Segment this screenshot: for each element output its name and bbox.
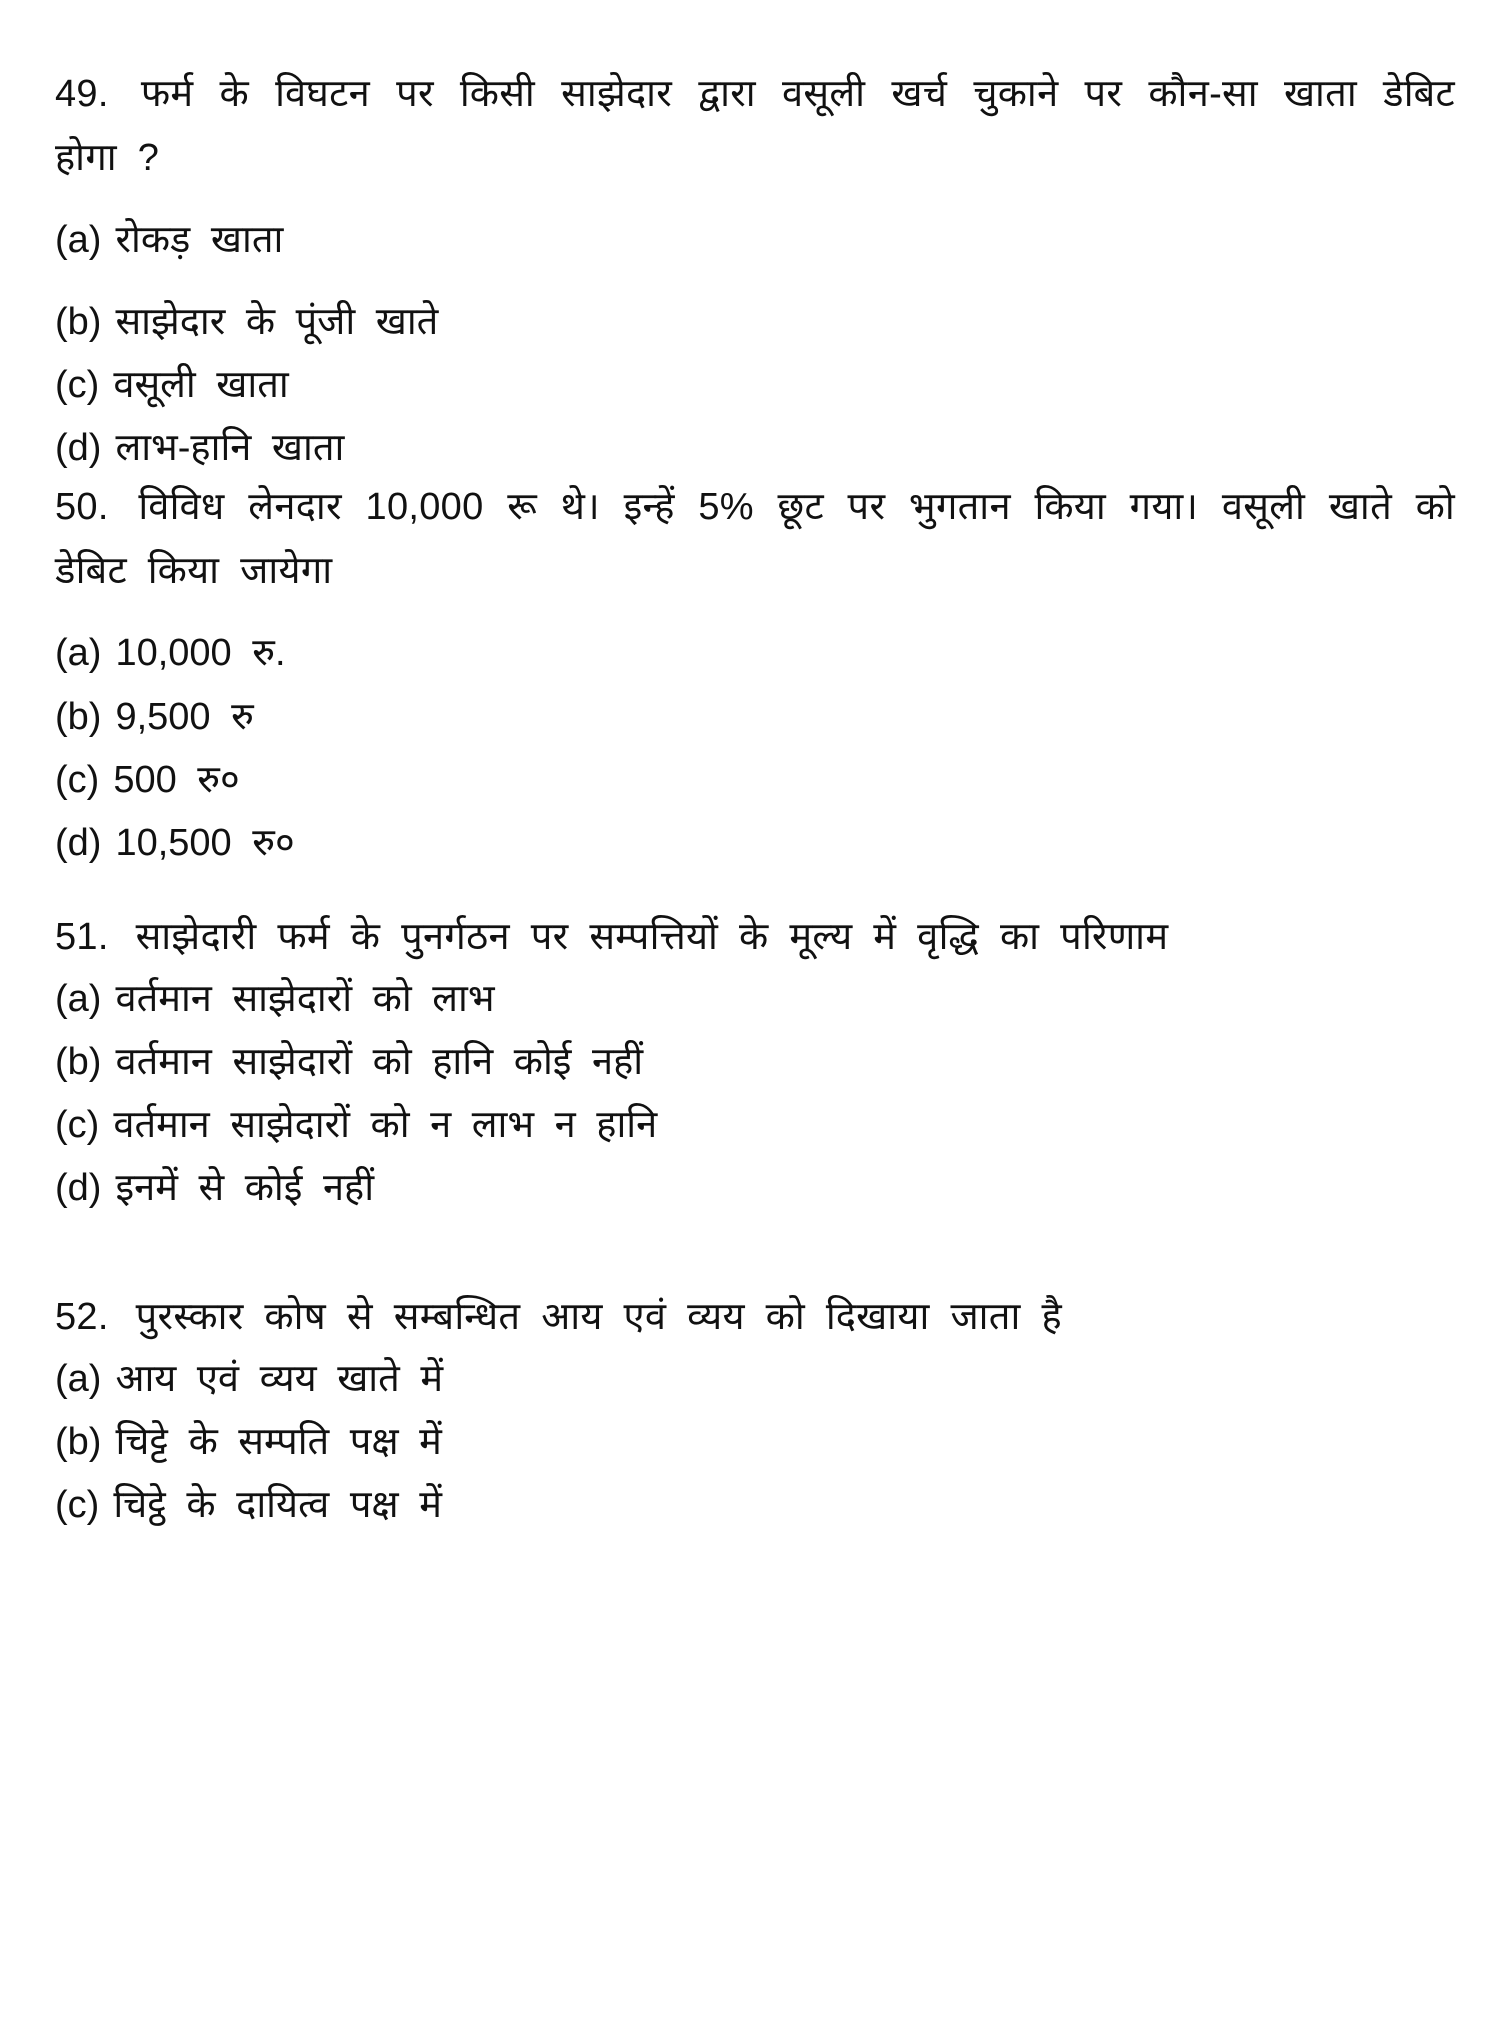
- option-a[interactable]: [55, 208, 1455, 290]
- option-d[interactable]: [55, 1156, 1455, 1238]
- question-body: साझेदारी फर्म के पुनर्गठन पर सम्पत्तियों के मूल्य में वृद्धि का परिणाम: [135, 916, 1169, 958]
- option-letter: (a): [55, 1358, 102, 1400]
- question-52: [55, 1285, 1455, 1555]
- option-letter: (b): [55, 301, 102, 343]
- question-51: [55, 905, 1455, 1238]
- option-text: साझेदार के पूंजी खाते: [115, 301, 439, 343]
- option-letter: (d): [55, 822, 102, 864]
- option-text: 10,500 रु०: [115, 822, 295, 864]
- question-49: [55, 62, 1455, 498]
- question-number: 51.: [55, 916, 109, 958]
- option-text: आय एवं व्यय खाते में: [115, 1358, 444, 1400]
- option-text: चिट्टे के सम्पति पक्ष में: [115, 1421, 442, 1463]
- option-d[interactable]: [55, 811, 1455, 893]
- option-text: वर्तमान साझेदारों को लाभ: [115, 978, 495, 1020]
- option-c[interactable]: [55, 1473, 1455, 1555]
- option-letter: (a): [55, 978, 102, 1020]
- question-text: [55, 1285, 1455, 1349]
- question-number: 49.: [55, 73, 109, 115]
- question-number: 50.: [55, 486, 109, 528]
- option-letter: (a): [55, 219, 102, 261]
- option-letter: (a): [55, 632, 102, 674]
- option-text: चिट्ठे के दायित्व पक्ष में: [113, 1484, 442, 1526]
- question-body: विविध लेनदार 10,000 रू थे। इन्हें 5% छूट पर भुगतान किया गया। वसूली खाते को डेबिट किया जायेगा: [55, 486, 1456, 592]
- option-letter: (c): [55, 1104, 100, 1146]
- question-text: [55, 475, 1455, 603]
- option-text: वर्तमान साझेदारों को न लाभ न हानि: [113, 1104, 658, 1146]
- question-number: 52.: [55, 1296, 109, 1338]
- question-text: [55, 905, 1455, 969]
- option-letter: (b): [55, 1041, 102, 1083]
- option-text: लाभ-हानि खाता: [115, 427, 345, 469]
- option-text: 500 रु०: [113, 759, 240, 801]
- option-letter: (b): [55, 1421, 102, 1463]
- option-text: वसूली खाता: [113, 364, 289, 406]
- option-letter: (b): [55, 696, 102, 738]
- option-letter: (c): [55, 759, 100, 801]
- option-text: 10,000 रु.: [115, 632, 286, 674]
- option-letter: (d): [55, 1167, 102, 1209]
- question-body: पुरस्कार कोष से सम्बन्धित आय एवं व्यय को दिखाया जाता है: [135, 1296, 1062, 1338]
- question-body: फर्म के विघटन पर किसी साझेदार द्वारा वसूली खर्च चुकाने पर कौन-सा खाता डेबिट होगा ?: [55, 73, 1455, 179]
- option-text: इनमें से कोई नहीं: [115, 1167, 375, 1209]
- question-text: [55, 62, 1455, 190]
- option-text: वर्तमान साझेदारों को हानि कोई नहीं: [115, 1041, 644, 1083]
- option-letter: (c): [55, 364, 100, 406]
- option-letter: (d): [55, 427, 102, 469]
- question-50: [55, 475, 1455, 893]
- option-text: रोकड़ खाता: [115, 219, 284, 261]
- option-text: 9,500 रु: [115, 696, 254, 738]
- option-letter: (c): [55, 1484, 100, 1526]
